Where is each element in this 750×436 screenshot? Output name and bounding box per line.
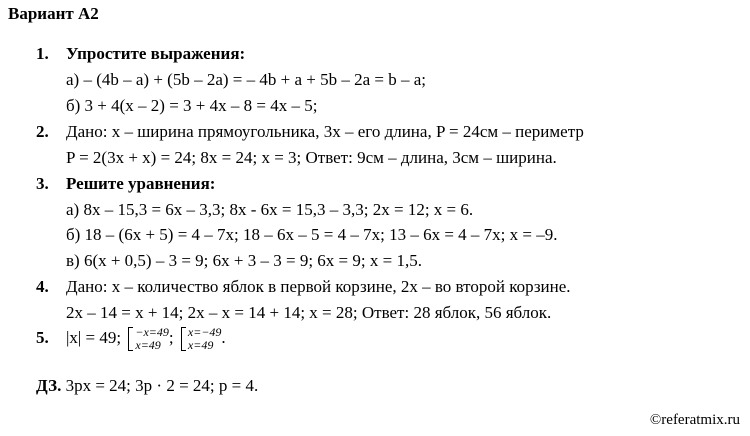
homework-label: ДЗ. [36,376,62,395]
task-4-line: 2x – 14 = x + 14; 2x – x = 14 + 14; x = 28; Ответ: 28 яблок, 56 яблок. [66,303,552,322]
task-heading: Дано: x – ширина прямоугольника, 3x – его длина, P = 24см – периметр [66,122,584,141]
homework-row [36,376,258,396]
task-5-equation: |x| = 49; [66,327,122,347]
task-3-heading-row [36,174,215,194]
task-number: 3. [36,174,49,193]
task-heading: Решите уравнения: [66,174,216,193]
task-heading: Упростите выражения: [66,44,246,63]
task-heading: Дано: x – количество яблок в первой корзине, 2x – во второй корзине. [66,277,571,296]
task-number: 4. [36,277,49,296]
task-1-heading-row [36,44,245,64]
copyright-text: ©referatmix.ru [649,412,740,428]
system-1-eq-1: −x=49 [135,325,169,339]
homework-text: 3px = 24; 3p · 2 = 24; p = 4. [61,376,259,395]
task-number: 1. [36,44,49,63]
task-5-row [36,326,226,352]
system-2-eq-2: x=49 [187,338,214,352]
task-3-line-c: в) 6(x + 0,5) – 3 = 9; 6x + 3 – 3 = 9; 6x = 9; x = 1,5. [66,251,422,270]
equation-system-1 [128,326,169,352]
task-4-heading-row [36,277,571,297]
system-1-eq-2: x=49 [135,338,161,352]
task-2-line: P = 2(3x + x) = 24; 8x = 24; x = 3; Ответ: 9см – длина, 3см – ширина. [66,148,557,167]
task-number: 2. [36,122,49,141]
task-1-line-b: б) 3 + 4(x – 2) = 3 + 4x – 8 = 4x – 5; [66,96,318,115]
task-3-line-b: б) 18 – (6x + 5) = 4 – 7x; 18 – 6x – 5 = 4 – 7x; 13 – 6x = 4 – 7x; x = –9. [66,225,558,244]
equation-system-2 [181,326,222,352]
task-3-line-a: а) 8x – 15,3 = 6x – 3,3; 8x - 6x = 15,3 – 3,3; 2x = 12; x = 6. [66,200,474,219]
system-2-eq-1: x=−49 [187,325,222,339]
task-2-heading-row [36,122,584,142]
system-separator: ; [168,327,174,347]
task-number: 5. [36,327,49,347]
page-title: Вариант А2 [8,4,99,23]
task-1-line-a: а) – (4b – a) + (5b – 2a) = – 4b + a + 5b – 2a = b – a; [66,70,426,89]
task-5-end: . [221,327,226,347]
